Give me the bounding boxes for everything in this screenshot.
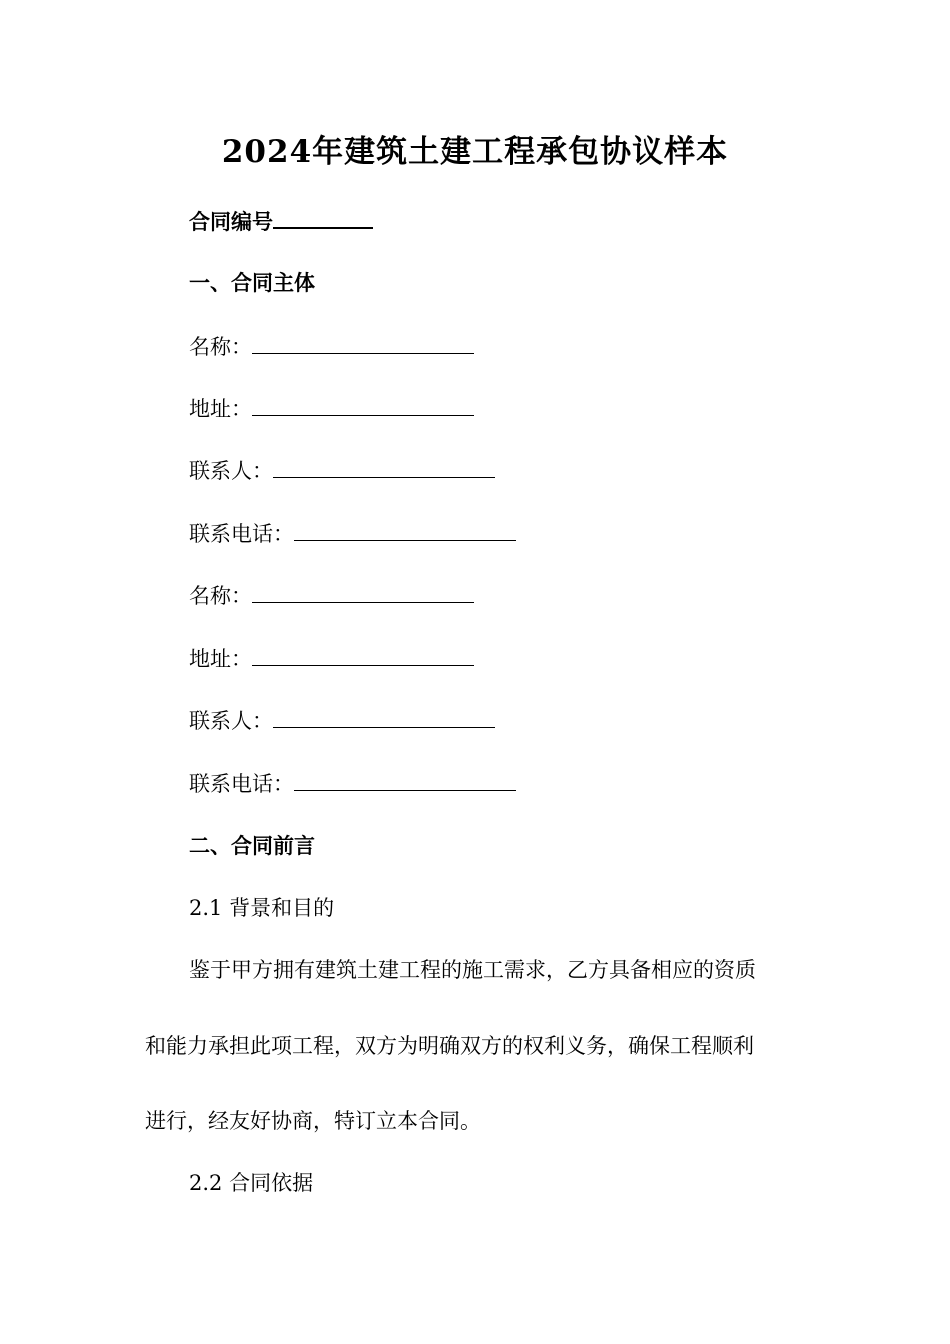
party-a-contact-line [189,455,495,486]
party-b-name-line [189,580,474,611]
party-a-name-blank[interactable] [252,331,474,354]
party-b-phone-label: 联系电话： [189,772,294,796]
party-a-contact-label: 联系人： [189,459,273,483]
party-a-phone-line [189,518,516,549]
party-b-phone-blank[interactable] [294,768,516,791]
party-b-contact-label: 联系人： [189,709,273,733]
party-a-phone-blank[interactable] [294,518,516,541]
party-a-address-label: 地址： [189,397,252,421]
contract-number-label: 合同编号 [189,209,273,234]
party-a-address-blank[interactable] [252,393,474,416]
party-a-name-label: 名称： [189,335,252,359]
party-b-phone-line [189,768,516,799]
contract-number-line [189,205,373,237]
party-b-contact-line [189,705,495,736]
paragraph-line: 进行，经友好协商，特订立本合同。 [145,1109,481,1133]
party-a-phone-label: 联系电话： [189,522,294,546]
party-b-address-line [189,643,474,674]
party-b-name-label: 名称： [189,584,252,608]
party-b-address-blank[interactable] [252,643,474,666]
party-b-contact-blank[interactable] [273,705,495,728]
party-a-address-line [189,393,474,424]
section-2-heading: 二、合同前言 [189,833,315,858]
subsection-2-1-heading: 2.1 背景和目的 [189,896,335,920]
paragraph-line: 鉴于甲方拥有建筑土建工程的施工需求，乙方具备相应的资质 [189,958,756,982]
party-a-name-line [189,331,474,362]
party-b-name-blank[interactable] [252,580,474,603]
paragraph-line: 和能力承担此项工程，双方为明确双方的权利义务，确保工程顺利 [145,1034,754,1058]
party-a-contact-blank[interactable] [273,455,495,478]
document-title: 2024年建筑土建工程承包协议样本 [221,134,729,170]
contract-number-blank[interactable] [273,205,373,229]
party-b-address-label: 地址： [189,647,252,671]
subsection-2-2-heading: 2.2 合同依据 [189,1171,314,1195]
section-1-heading: 一、合同主体 [189,270,315,295]
